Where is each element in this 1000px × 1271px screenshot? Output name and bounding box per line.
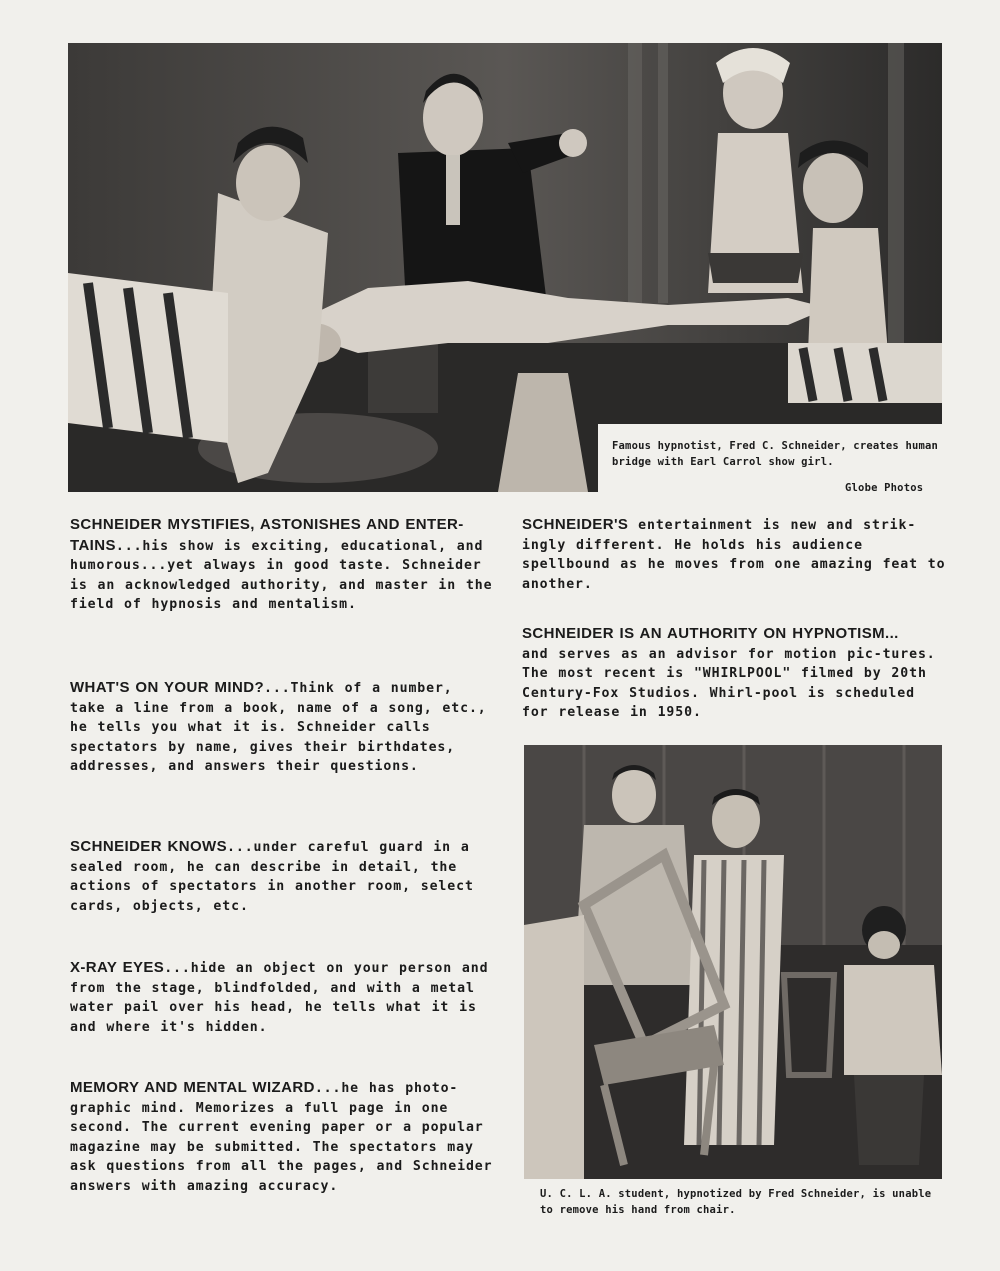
paragraph-body: ...his show is exciting, educational, and humorous...yet always in good taste. Schneider is an acknowledged authority, and master in the field of hypnosis and mentalism.	[70, 538, 493, 612]
paragraph-authority-hypnotism	[522, 624, 947, 723]
paragraph-entertainment	[522, 515, 947, 594]
paragraph-heading: X-RAY EYES	[70, 959, 165, 976]
paragraph-heading: SCHNEIDER IS AN AUTHORITY ON HYPNOTISM...	[522, 625, 899, 642]
paragraph-heading: SCHNEIDER MYSTIFIES, ASTONISHES AND ENTER-TAINS	[70, 516, 464, 554]
paragraph-whats-on-your-mind	[70, 678, 495, 777]
paragraph-body: entertainment is new and strik-ingly different. He holds his audience spellbound as he moves from one amazing feat to another.	[522, 518, 946, 592]
paragraph-mystifies	[70, 515, 495, 615]
paragraph-memory-wizard	[70, 1078, 495, 1196]
paragraph-schneider-knows	[70, 837, 495, 916]
paragraph-x-ray-eyes	[70, 958, 495, 1037]
paragraph-heading: SCHNEIDER KNOWS	[70, 838, 228, 855]
paragraph-body: and serves as an advisor for motion pic-tures. The most recent is "WHIRLPOOL" filmed by 20th Century-Fox Studios. Whirl-pool is scheduled for release in 1950.	[522, 646, 936, 720]
paragraph-heading: SCHNEIDER'S	[522, 516, 629, 533]
paragraph-body: ...Think of a number, take a line from a book, name of a song, etc., he tells you what it is. Schneider calls spectators by name, gives their birthdates, addresses, and answers their questions.	[70, 681, 487, 774]
bottom-photo	[524, 745, 942, 1179]
top-photo-caption: Famous hypnotist, Fred C. Schneider, creates human bridge with Earl Carrol show girl.	[612, 440, 939, 468]
bottom-photo-caption: U. C. L. A. student, hypnotized by Fred Schneider, is unable to remove his hand from chair.	[540, 1188, 932, 1216]
photo-credit: Globe Photos	[845, 482, 924, 494]
paragraph-heading: MEMORY AND MENTAL WIZARD	[70, 1079, 315, 1096]
paragraph-body: ...hide an object on your person and from the stage, blindfolded, and with a metal water pail over his head, he tells what it is and where it's hidden.	[70, 961, 489, 1035]
paragraph-body: ...under careful guard in a sealed room, he can describe in detail, the actions of spectators in another room, select cards, objects, etc.	[70, 840, 474, 914]
paragraph-body: ...he has photo-graphic mind. Memorizes a full page in one second. The current evening paper or a popular magazine may be submitted. The spectators may ask questions from all the pages, and Schneider answers with amazing accuracy.	[70, 1081, 493, 1194]
bottom-photo-image	[524, 745, 942, 1179]
paragraph-heading: WHAT'S ON YOUR MIND?	[70, 679, 265, 696]
